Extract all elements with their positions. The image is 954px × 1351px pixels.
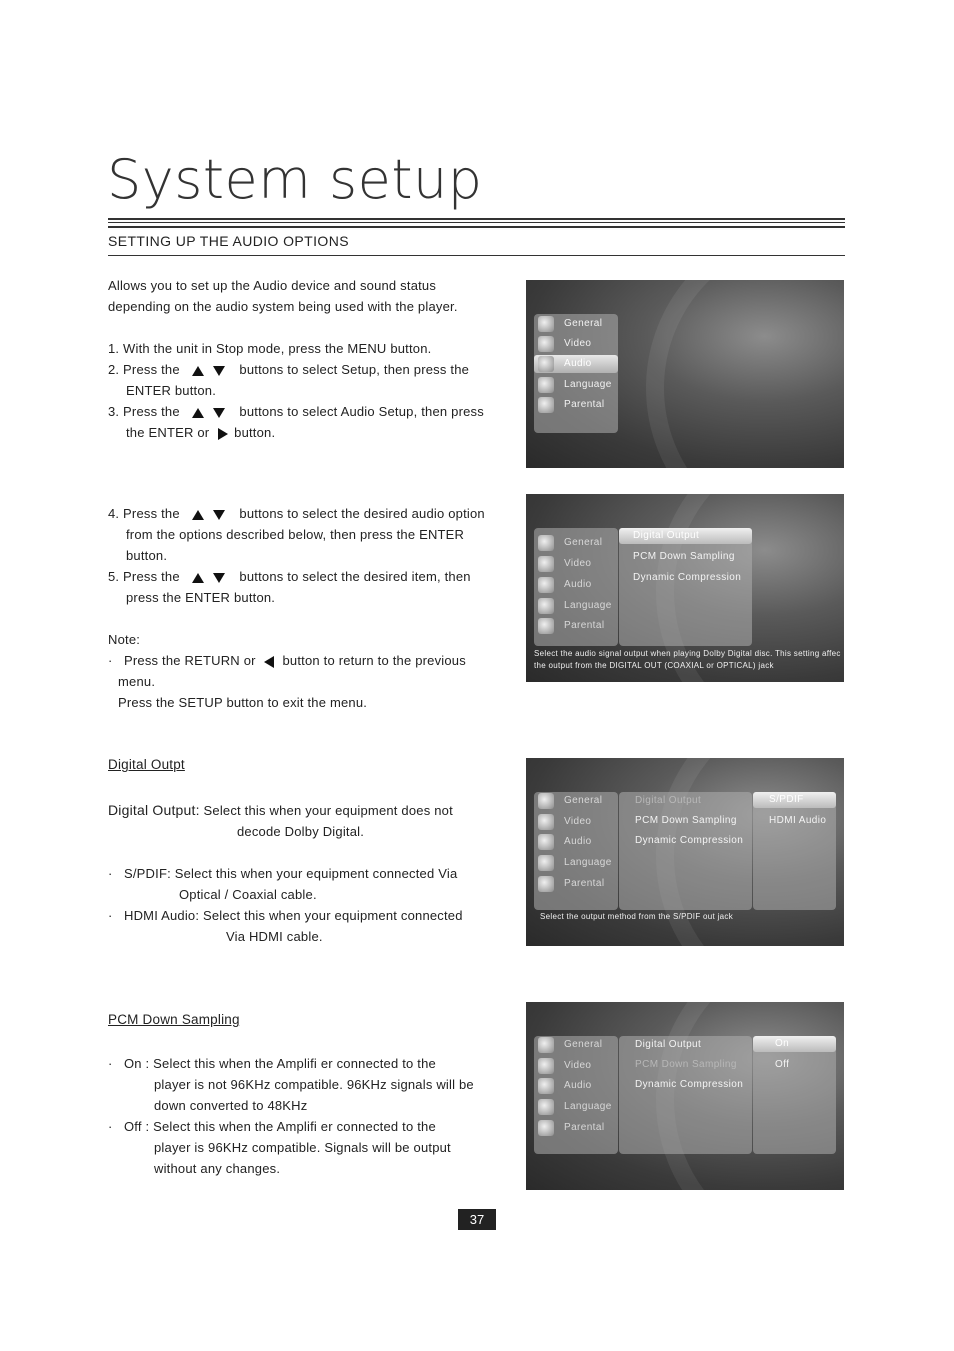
option-pcm-down-sampling[interactable]: PCM Down Sampling — [633, 551, 735, 562]
language-icon — [538, 598, 554, 614]
menu-item-general[interactable]: General — [534, 792, 618, 810]
menu-item-language[interactable]: Language — [534, 376, 618, 394]
bullet-icon: · — [108, 653, 113, 668]
audio-options-menu — [619, 792, 752, 910]
step-3-cont: the ENTER or button. — [126, 425, 276, 440]
digital-bullet-1: · S/PDIF: Select this when your equipment connected Via — [108, 863, 508, 884]
parental-icon — [538, 1120, 554, 1136]
step-4-cont-2: button. — [126, 548, 168, 563]
section-heading: SETTING UP THE AUDIO OPTIONS — [108, 233, 349, 249]
bullet-icon: · — [108, 908, 113, 923]
pcm-heading: PCM Down Sampling — [108, 1012, 240, 1027]
parental-icon — [538, 876, 554, 892]
audio-icon — [538, 356, 554, 372]
option-dynamic-compression[interactable]: Dynamic Compression — [635, 1079, 744, 1090]
menu-screenshot-2 — [526, 494, 844, 682]
pcm-bullet-2-cont: player is 96KHz compatible. Signals will be output — [154, 1140, 451, 1155]
menu-screenshot-1 — [526, 280, 844, 468]
general-icon — [538, 316, 554, 332]
intro-block — [108, 275, 508, 443]
help-caption-line-2: the output from the DIGITAL OUT (COAXIAL or OPTICAL) jack — [534, 661, 774, 670]
option-pcm-down-sampling[interactable]: PCM Down Sampling — [635, 1059, 737, 1070]
option-dynamic-compression[interactable]: Dynamic Compression — [635, 835, 744, 846]
option-dynamic-compression[interactable]: Dynamic Compression — [633, 572, 742, 583]
menu-item-audio[interactable]: Audio — [534, 576, 618, 594]
digital-heading: Digital Outpt — [108, 757, 185, 772]
background-swirl — [646, 280, 844, 468]
choice-hdmi-audio[interactable]: HDMI Audio — [769, 815, 827, 826]
choice-spdif[interactable]: S/PDIF — [753, 792, 836, 808]
main-menu — [534, 528, 618, 646]
menu-item-language[interactable]: Language — [534, 597, 618, 615]
menu-item-video[interactable]: Video — [534, 335, 618, 353]
language-icon — [538, 377, 554, 393]
menu-item-audio[interactable]: Audio — [534, 833, 618, 851]
language-icon — [538, 855, 554, 871]
general-icon — [538, 535, 554, 551]
digital-lead: Digital Output: Select this when your equipment does not — [108, 802, 453, 818]
menu-item-video[interactable]: Video — [534, 555, 618, 573]
note-1: · Press the RETURN or button to return to the previous — [108, 650, 508, 671]
down-arrow-icon — [213, 510, 225, 520]
main-menu — [534, 1036, 618, 1154]
digital-block — [108, 800, 508, 947]
step-2: 2. Press the buttons to select Setup, then press the — [108, 362, 470, 377]
menu-item-parental[interactable]: Parental — [534, 617, 618, 635]
parental-icon — [538, 397, 554, 413]
menu-screenshot-3 — [526, 758, 844, 946]
pcm-block — [108, 1053, 508, 1179]
intro-line-2: depending on the audio system being used with the player. — [108, 299, 458, 314]
pcm-bullet-1-cont-2: down converted to 48KHz — [154, 1098, 308, 1113]
step-1: 1. With the unit in Stop mode, press the MENU button. — [108, 341, 432, 356]
pcm-bullet-1-cont: player is not 96KHz compatible. 96KHz signals will be — [154, 1077, 474, 1092]
language-icon — [538, 1099, 554, 1115]
digital-bullet-2-cont: Via HDMI cable. — [226, 929, 323, 944]
digital-bullet-1-cont: Optical / Coaxial cable. — [179, 887, 317, 902]
help-caption: Select the output method from the S/PDIF out jack — [540, 912, 734, 921]
general-icon — [538, 793, 554, 809]
menu-item-general[interactable]: General — [534, 1036, 618, 1054]
pcm-choices — [753, 1036, 836, 1154]
audio-icon — [538, 1078, 554, 1094]
step-5-cont: press the ENTER button. — [126, 590, 276, 605]
page-number-badge: 37 — [458, 1209, 496, 1230]
menu-item-parental[interactable]: Parental — [534, 875, 618, 893]
audio-icon — [538, 834, 554, 850]
section-rule — [108, 255, 845, 256]
title-rule-top — [108, 218, 845, 220]
option-digital-output[interactable]: Digital Output — [619, 528, 752, 544]
pcm-bullet-1: · On : Select this when the Amplifi er connected to the — [108, 1053, 508, 1074]
choice-on[interactable]: On — [753, 1036, 836, 1052]
intro-line-1: Allows you to set up the Audio device and sound status — [108, 278, 437, 293]
digital-output-choices — [753, 792, 836, 910]
digital-lead-cont: decode Dolby Digital. — [237, 824, 365, 839]
audio-icon — [538, 577, 554, 593]
menu-item-parental[interactable]: Parental — [534, 396, 618, 414]
pcm-bullet-2: · Off : Select this when the Amplifi er connected to the — [108, 1116, 508, 1137]
note-2: Press the SETUP button to exit the menu. — [118, 695, 368, 710]
menu-item-video[interactable]: Video — [534, 813, 618, 831]
menu-item-language[interactable]: Language — [534, 854, 618, 872]
down-arrow-icon — [213, 408, 225, 418]
option-digital-output[interactable]: Digital Output — [635, 1039, 702, 1050]
video-icon — [538, 336, 554, 352]
steps-block-2 — [108, 503, 508, 713]
bullet-icon: · — [108, 1056, 113, 1071]
digital-bullet-2: · HDMI Audio: Select this when your equipment connected — [108, 905, 508, 926]
step-5: 5. Press the buttons to select the desired item, then — [108, 569, 471, 584]
menu-item-parental[interactable]: Parental — [534, 1119, 618, 1137]
video-icon — [538, 1058, 554, 1074]
title-rule-bottom — [108, 226, 845, 228]
bullet-icon: · — [108, 866, 113, 881]
audio-options-menu — [619, 528, 752, 646]
down-arrow-icon — [213, 573, 225, 583]
left-arrow-icon — [264, 656, 274, 668]
pcm-bullet-2-cont-2: without any changes. — [154, 1161, 281, 1176]
choice-off[interactable]: Off — [775, 1059, 790, 1070]
menu-item-video[interactable]: Video — [534, 1057, 618, 1075]
note-label: Note: — [108, 632, 141, 647]
step-4: 4. Press the buttons to select the desired audio option — [108, 506, 485, 521]
up-arrow-icon — [192, 366, 204, 376]
right-arrow-icon — [218, 428, 228, 440]
video-icon — [538, 814, 554, 830]
up-arrow-icon — [192, 408, 204, 418]
audio-options-menu — [619, 1036, 752, 1154]
menu-screenshot-4 — [526, 1002, 844, 1190]
up-arrow-icon — [192, 510, 204, 520]
option-pcm-down-sampling[interactable]: PCM Down Sampling — [635, 815, 737, 826]
video-icon — [538, 556, 554, 572]
page-title: System setup — [107, 148, 483, 211]
menu-item-audio[interactable]: Audio — [534, 1077, 618, 1095]
step-4-cont: from the options described below, then press the ENTER — [126, 527, 465, 542]
menu-item-general[interactable]: General — [534, 534, 618, 552]
menu-item-language[interactable]: Language — [534, 1098, 618, 1116]
step-3: 3. Press the buttons to select Audio Setup, then press — [108, 404, 484, 419]
down-arrow-icon — [213, 366, 225, 376]
note-1-cont: menu. — [118, 674, 156, 689]
up-arrow-icon — [192, 573, 204, 583]
help-caption-line-1: Select the audio signal output when playing Dolby Digital disc. This setting affec — [534, 649, 841, 658]
menu-item-audio[interactable]: Audio — [534, 355, 618, 373]
title-rule-mid — [108, 222, 845, 223]
main-menu — [534, 792, 618, 910]
option-digital-output[interactable]: Digital Output — [635, 795, 702, 806]
menu-item-general[interactable]: General — [534, 315, 618, 333]
step-2-cont: ENTER button. — [126, 383, 217, 398]
general-icon — [538, 1037, 554, 1053]
parental-icon — [538, 618, 554, 634]
main-menu — [534, 314, 618, 433]
bullet-icon: · — [108, 1119, 113, 1134]
